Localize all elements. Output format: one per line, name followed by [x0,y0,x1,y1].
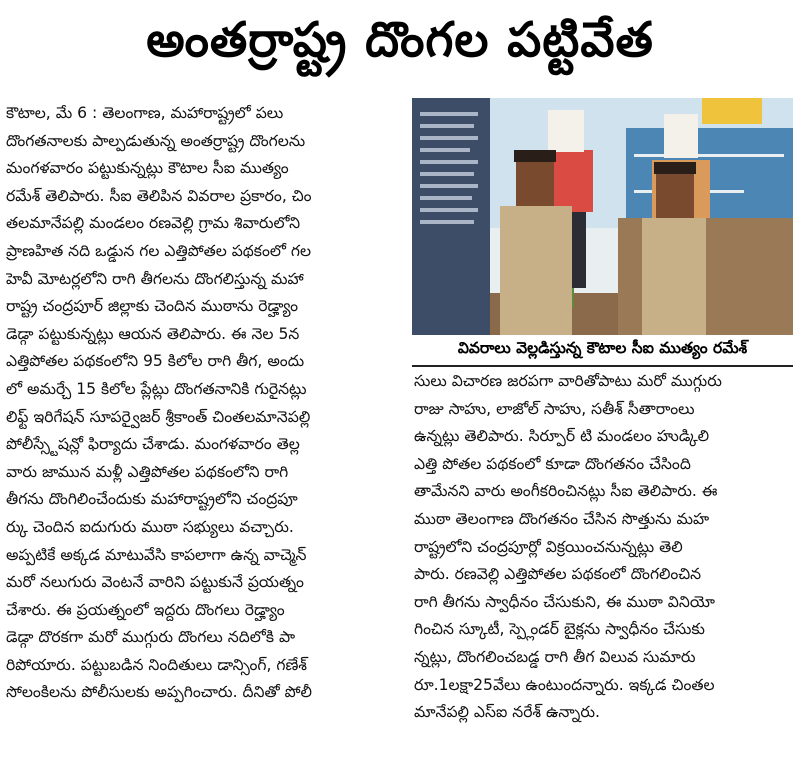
photo-caption: వివరాలు వెల్లడిస్తున్న కౌటాల సీఐ ముత్యం రమేశ్ [412,335,793,367]
article-line: మరో నలుగురు వెంటనే వారిని పట్టుకునే ప్రయత్నం [6,573,304,592]
article-line: న్నట్లు, దొంగలించబడ్డ రాగి తీగ విలువ సుమారు [414,647,696,666]
headline: అంతర్రాష్ట్ర దొంగల పట్టివేత [146,12,654,68]
article-line: పోలీస్స్టేషన్లో ఫిర్యాదు చేశాడు. మంగళవారం తెల్ల [6,435,300,454]
article-line: ప్రాణహిత నది ఒడ్డున గల ఎత్తిపోతల పథకంలో గల [6,241,312,260]
article-line: ముఠా తెలంగాణ దొంగతనం చేసిన సొత్తును మహ [414,509,710,528]
article-line: రమేశ్ తెలిపారు. సీఐ తెలిపిన వివరాల ప్రకారం, చిం [6,186,312,205]
article-line: రిపోయారు. పట్టుబడిన నిందితులు డాన్సింగ్, గణేశ్ [6,655,307,674]
article-line: రాగి తీగను స్వాధీనం చేసుకుని, ఈ ముఠా వినియో [414,592,715,611]
article-line: మంగళవారం పట్టుకున్నట్లు కౌటాల సీఐ ముత్యం [6,159,289,178]
article-line: సులు విచారణ జరపగా వారితోపాటు మరో ముగ్గురు [414,372,722,390]
article-line: పారు. రణవెల్లి ఎత్తిపోతల పథకంలో దొంగలించిన [414,565,702,584]
article-line: డెడ్గా దొరకగా మరో ముగ్గురు దొంగలు నదిలోకి పా [6,628,296,647]
article-line: దొంగతనాలకు పాల్పడుతున్న అంతర్రాష్ట్ర దొంగలను [6,131,306,150]
article-line: రాజు సాహు, లాజోల్ సాహు, సతీశ్ సీతారాంలు [414,399,695,418]
article-line: ఎత్తిపోతల పథకంలోని 95 కిలోల రాగి తీగ, అందు [6,352,305,371]
article-line: వారు జామున మళ్లీ ఎత్తిపోతల పథకంలోని రాగి [6,462,289,481]
article-line: గించిన స్కూటీ, స్ప్లెండర్ బైక్లను స్వాధీనం చేసుకు [414,620,705,639]
article-line: లిఫ్ట్ ఇరిగేషన్ సూపర్వైజర్ శ్రీకాంత్ చింతలమానెపల్లి [6,407,311,426]
article-line: తలమానేపల్లి మండలం రణవెల్లి గ్రామ శివారులోని [6,214,301,233]
news-photo [412,98,793,335]
article-line: అప్పటికే అక్కడ మాటువేసి కాపలాగా ఉన్న వాచ్మెన్ [6,545,307,564]
article-line: ఉన్నట్లు తెలిపారు. సిర్పూర్ టి మండలం హుడ్కిలి [414,427,710,446]
article-line: లో అమర్చే 15 కిలోల ప్లేట్లు దొంగతనానికి గురైనట్లు [6,379,307,398]
article-left-column [6,100,408,755]
police-officers-photo [412,98,793,335]
article-line: సోలంకిలను పోలీసులకు అప్పగించారు. దీనితో పోలీ [6,683,312,702]
article-line: హెవీ మోటర్లలోని రాగి తీగలను దొంగలిస్తున్న మహా [6,269,304,288]
article-line: రూ.1లక్షా25వేలు ఉంటుందన్నారు. ఇక్కడ చింతల [414,675,715,694]
article-line: మానేపల్లి ఎస్ఐ నరేశ్ ఉన్నారు. [414,703,600,722]
article-line: చేశారు. ఈ ప్రయత్నంలో ఇద్దరు దొంగలు రెడ్హ్యాం [6,600,285,619]
article-line: రాష్ట్రలోని చంద్రపూర్లో విక్రయించనున్నట్లు తెలి [414,537,683,556]
article-line: రాష్ట్ర చంద్రపూర్ జిల్లాకు చెందిన ముఠాను రెడ్హ్యాం [6,297,299,316]
article-line: ర్కు చెందిన ఐదుగురు ముఠా సభ్యులు వచ్చారు. [6,517,294,536]
article-line: కౌటాల, మే 6 : తెలంగాణ, మహారాష్ట్రలో పలు [6,104,284,122]
article-right-column [414,368,794,753]
article-line: తామేనని వారు అంగీకరించినట్లు సీఐ తెలిపారు. ఈ [414,482,718,501]
article-line: తీగను దొంగిలించేందుకు మహారాష్ట్రలోని చంద్రపూ [6,490,298,509]
article-line: డెడ్గా పట్టుకున్నట్లు ఆయన తెలిపారు. ఈ నెల 5న [6,324,300,343]
article-line: ఎత్తి పోతల పథకంలో కూడా దొంగతనం చేసింది [414,454,691,473]
